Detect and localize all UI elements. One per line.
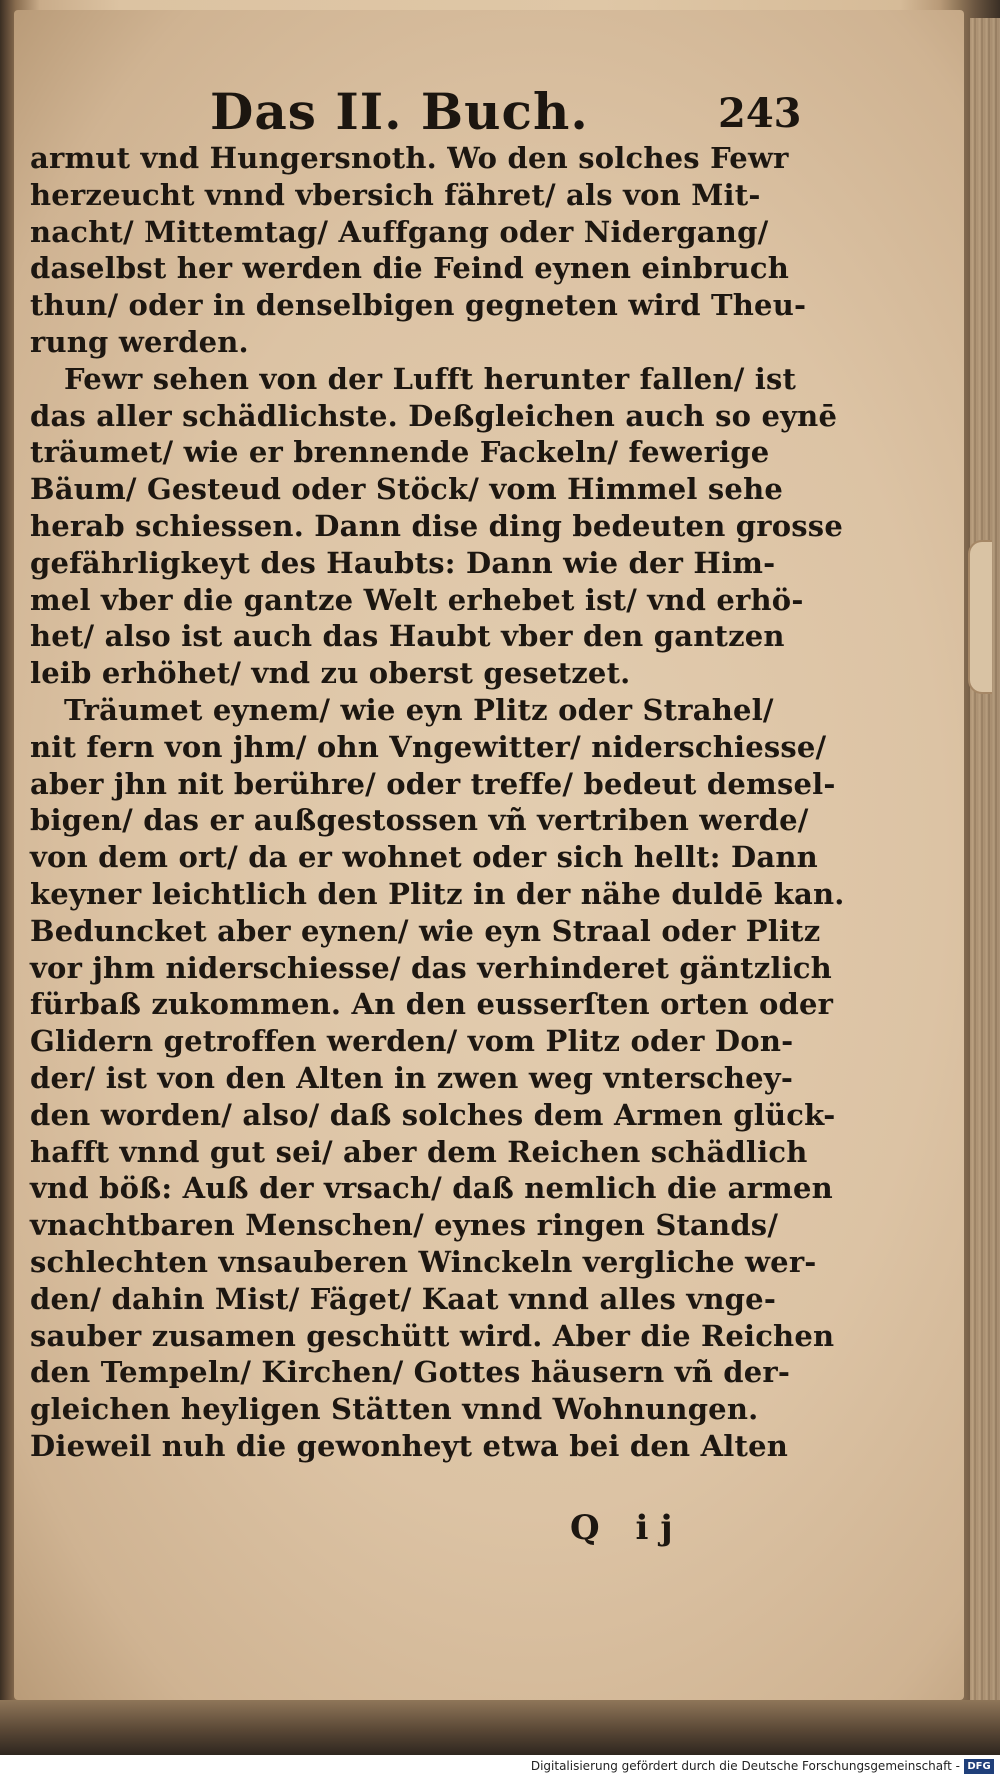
text-line: gefährligkeyt des Haubts: Dann wie der Him- [30,545,776,580]
catchword-signature: Q ij [570,1508,685,1548]
text-line: daselbst her werden die Feind eynen einbruch [30,251,789,286]
text-line: Beduncket aber eynen/ wie eyn Straal oder Plitz [30,913,821,948]
text-line: vnd böß: Auß der vrsach/ daß nemlich die armen [30,1171,833,1206]
text-line: nacht/ Mittemtag/ Auffgang oder Nidergang/ [30,214,769,249]
text-line: den worden/ also/ daß solches dem Armen glück- [30,1097,836,1132]
text-line: aber jhn nit berühre/ oder treffe/ bedeut demsel- [30,766,836,801]
text-line: herzeucht vnnd vbersich fähret/ als von Mit- [30,177,761,212]
text-line: sauber zusamen geschütt wird. Aber die Reichen [30,1318,835,1353]
page-number: 243 [718,90,802,137]
text-line: von dem ort/ da er wohnet oder sich hellt: Dann [30,840,818,875]
footer-bar [0,1755,1000,1780]
text-line: rung werden. [30,324,249,359]
text-line: vor jhm niderschiesse/ das verhinderet gäntzlich [30,950,832,985]
page-edges [970,18,1000,1708]
text-line: leib erhöhet/ vnd zu oberst gesetzet. [30,656,631,691]
text-line: thun/ oder in denselbigen gegneten wird Theu- [30,288,807,323]
text-line: nit fern von jhm/ ohn Vngewitter/ niderschiesse/ [30,729,827,764]
text-line: hafft vnnd gut sei/ aber dem Reichen schädlich [30,1134,808,1169]
text-line: herab schiessen. Dann dise ding bedeuten grosse [30,508,843,543]
text-line: Fewr sehen von der Lufft herunter fallen/ ist [64,361,797,396]
text-line: das aller schädlichste. Deßgleichen auch so eynē [30,398,838,433]
footer-credit: Digitalisierung gefördert durch die Deutsche Forschungsgemeinschaft - [530,1759,960,1773]
text-line: fürbaß zukommen. An den eusserſten orten oder [30,987,834,1022]
text-line: Glidern getroffen werden/ vom Plitz oder Don- [30,1024,794,1059]
text-line: Dieweil nuh die gewonheyt etwa bei den Alten [30,1428,789,1463]
text-line: Bäum/ Gesteud oder Stöck/ vom Himmel sehe [30,472,784,507]
text-line: mel vber die gantze Welt erhebet ist/ vnd erhö- [30,582,804,617]
text-line: Träumet eynem/ wie eyn Plitz oder Strahel/ [64,692,774,727]
text-line: den/ dahin Mist/ Fäget/ Kaat vnnd alles vnge- [30,1281,777,1316]
text-line: gleichen heyligen Stätten vnnd Wohnungen. [30,1392,759,1427]
text-line: keyner leichtlich den Plitz in der nähe duldē kan. [30,876,845,911]
text-line: träumet/ wie er brennende Fackeln/ fewerige [30,435,770,470]
text-line: vnachtbaren Menschen/ eynes ringen Stands/ [30,1208,779,1243]
text-line: der/ ist von den Alten in zwen weg vnterschey- [30,1060,794,1095]
text-line: schlechten vnsauberen Winckeln vergliche wer- [30,1244,817,1279]
text-line: armut vnd Hungersnoth. Wo den solches Fewr [30,141,789,175]
page-bottom-shadow [0,1700,1000,1755]
dfg-logo: DFG [964,1759,994,1774]
text-line: den Tempeln/ Kirchen/ Gottes häusern vñ der- [30,1355,791,1390]
text-line: het/ also ist auch das Haubt vber den gantzen [30,619,785,654]
body-text [30,140,845,1465]
bookmark-tab [968,540,992,694]
running-title: Das II. Buch. [210,82,589,141]
text-line: bigen/ das er außgestossen vñ vertriben werde/ [30,803,809,838]
